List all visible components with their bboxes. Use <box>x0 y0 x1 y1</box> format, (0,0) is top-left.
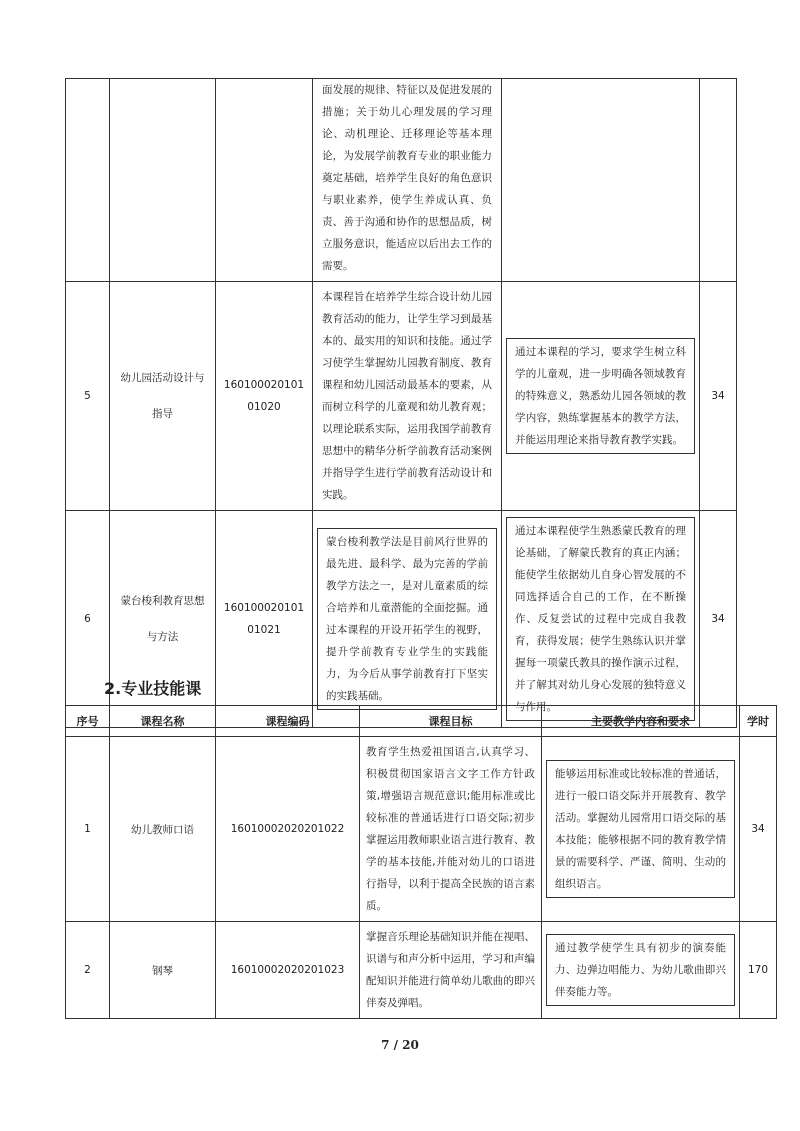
course-hours: 34 <box>740 737 777 922</box>
skills-course-table <box>65 705 777 1019</box>
page-number: 7 / 20 <box>381 1038 419 1052</box>
section-title: 2.专业技能课 <box>104 679 202 698</box>
course-content: 通过本课程使学生熟悉蒙氏教育的理论基础，了解蒙氏教育的真正内涵；能使学生依据幼儿自身心智发展的不同选择适合自己的工作，在不断操作、反复尝试的过程中完成自我教育，获得发展；使学生熟练认识并掌握每一项蒙氏教具的操作演示过程，并了解其对幼儿身心发展的独特意义与作用。 <box>506 517 695 721</box>
row-number: 1 <box>66 737 110 922</box>
course-hours <box>700 79 737 282</box>
table-row <box>66 737 777 922</box>
header-content: 主要教学内容和要求 <box>542 706 740 737</box>
course-name <box>110 79 216 282</box>
row-number: 2 <box>66 922 110 1019</box>
row-number <box>66 79 110 282</box>
course-name: 蒙台梭利教育思想与方法 <box>110 511 216 728</box>
course-content: 通过本课程的学习，要求学生树立科学的儿童观，进一步明确各领域教育的特殊意义，熟悉幼儿园各领域的教学内容，熟练掌握基本的教学方法，并能运用理论来指导教育教学实践。 <box>506 338 695 454</box>
table-row <box>66 282 737 511</box>
course-code: 16010002010101020 <box>216 282 313 511</box>
table-row <box>66 922 777 1019</box>
course-hours: 34 <box>700 282 737 511</box>
header-no: 序号 <box>66 706 110 737</box>
course-hours: 34 <box>700 511 737 728</box>
course-name: 幼儿园活动设计与指导 <box>110 282 216 511</box>
course-code: 16010002010101021 <box>216 511 313 728</box>
table-row <box>66 79 737 282</box>
course-name: 幼儿教师口语 <box>110 737 216 922</box>
course-goal: 本课程旨在培养学生综合设计幼儿园教育活动的能力，让学生学习到最基本的、最实用的知识和技能。通过学习使学生掌握幼儿园教育制度、教育课程和幼儿园活动最基本的要素，从而树立科学的儿童观和幼儿教育观；以理论联系实际，运用我国学前教育思想中的精华分析学前教育活动案例并指导学生进行学前教育活动设计和实践。 <box>313 282 502 511</box>
course-goal: 蒙台梭利教学法是目前风行世界的最先进、最科学、最为完善的学前教学方法之一，是对儿童素质的综合培养和儿童潜能的全面挖掘。通过本课程的开设开拓学生的视野，提升学前教育专业学生的实践能力，为今后从事学前教育打下坚实的实践基础。 <box>317 528 497 710</box>
course-content <box>502 79 700 282</box>
course-goal: 教育学生热爱祖国语言,认真学习、积极贯彻国家语言文字工作方针政策,增强语言规范意识;能用标准或比较标准的普通话进行口语交际;初步掌握运用教师职业语言进行教育、教学的基本技能,并能对幼儿的口语进行指导，以利于提高全民族的语言素质。 <box>360 737 542 922</box>
course-code: 16010002020201023 <box>216 922 360 1019</box>
course-table-continued <box>65 78 737 728</box>
header-hours: 学时 <box>740 706 777 737</box>
course-goal: 掌握音乐理论基础知识并能在视唱、识谱与和声分析中运用，学习和声编配知识并能进行简单幼儿歌曲的即兴伴奏及弹唱。 <box>360 922 542 1019</box>
course-goal: 面发展的规律、特征以及促进发展的措施；关于幼儿心理发展的学习理论、动机理论、迁移理论等基本理论，为发展学前教育专业的职业能力奠定基础，培养学生良好的角色意识与职业素养，使学生养成认真、负责、善于沟通和协作的思想品质，树立服务意识，能适应以后出去工作的需要。 <box>313 79 502 282</box>
course-content: 通过教学使学生具有初步的演奏能力、边弹边唱能力、为幼儿歌曲即兴伴奏能力等。 <box>546 934 735 1006</box>
header-goal: 课程目标 <box>360 706 542 737</box>
course-name: 钢琴 <box>110 922 216 1019</box>
course-code <box>216 79 313 282</box>
course-content: 能够运用标准或比较标准的普通话，进行一般口语交际并开展教育、教学活动。掌握幼儿园常用口语交际的基本技能；能够根据不同的教育教学情景的需要科学、严谨、简明、生动的组织语言。 <box>546 760 735 898</box>
header-name: 课程名称 <box>110 706 216 737</box>
row-number: 5 <box>66 282 110 511</box>
header-code: 课程编码 <box>216 706 360 737</box>
course-hours: 170 <box>740 922 777 1019</box>
course-code: 16010002020201022 <box>216 737 360 922</box>
row-number: 6 <box>66 511 110 728</box>
table-header-row <box>66 706 777 737</box>
